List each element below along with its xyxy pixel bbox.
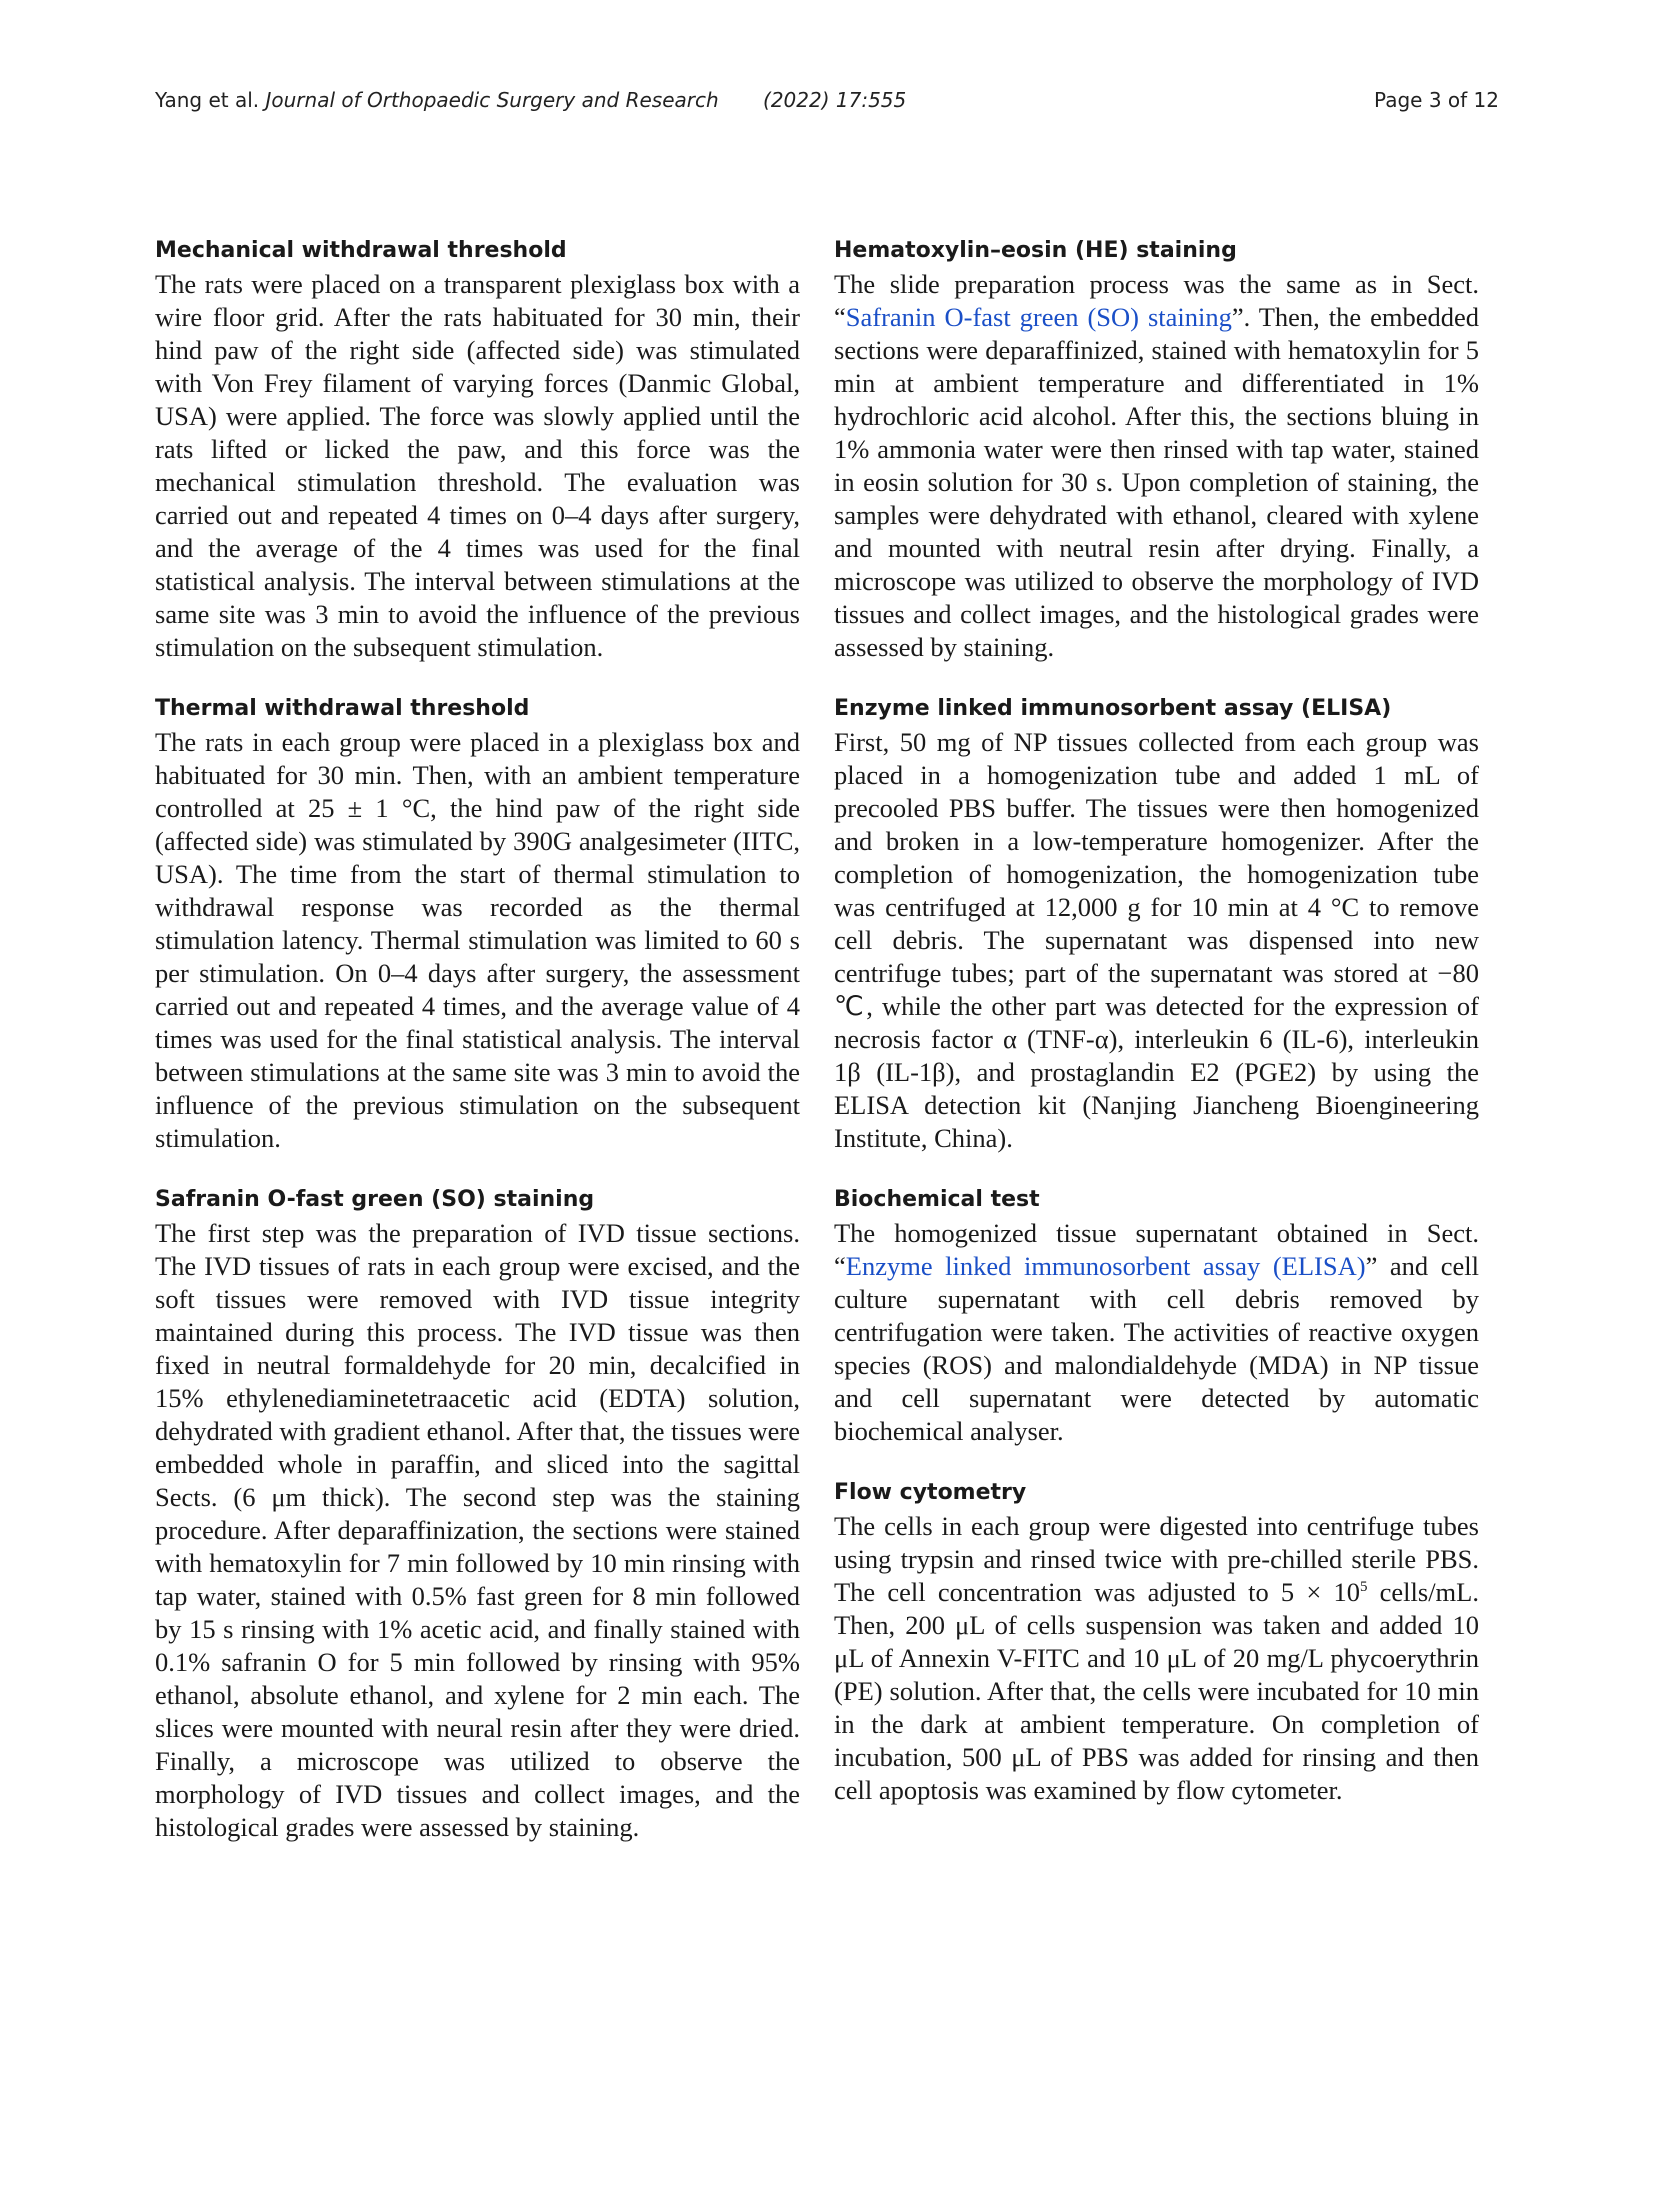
section-body: First, 50 mg of NP tissues collected from each group was placed in a homogenization tube and added 1 mL of precooled PBS buffer. The tissues were then homogenized and broken in a low-temperature homogenizer. After the completion of homogenization, the homogenization tube was centrifuged at 12,000 g for 10 min at 4 °C to remove cell debris. The supernatant was dispensed into new centrifuge tubes; part of the supernatant was stored at −80 ℃, while the other part was detected for the expression of necrosis factor α (TNF-α), interleukin 6 (IL-6), interleukin 1β (IL-1β), and prostaglandin E2 (PGE2) by using the ELISA detection kit (Nanjing Jiancheng Bioengineering Institute, China). [834,727,1479,1153]
authors: Yang et al. [155,88,260,112]
section-body: The rats were placed on a transparent plexiglass box with a wire floor grid. After the rats habituated for 30 min, their hind paw of the right side (affected side) was stimulated with Von Frey filament of varying forces (Danmic Global, USA) were applied. The force was slowly applied until the rats lifted or licked the paw, and this force was the mechanical stimulation threshold. The evaluation was carried out and repeated 4 times on 0–4 days after surgery, and the average of the 4 times was used for the final statistical analysis. The interval between stimulations at the same site was 3 min to avoid the influence of the previous stimulation on the subsequent stimulation. [155,269,800,662]
section-body: The rats in each group were placed in a plexiglass box and habituated for 30 min. Then, with an ambient temperature controlled at 25 ± 1 °C, the hind paw of the right side (affected side) was stimulated by 390G analgesimeter (IITC, USA). The time from the start of thermal stimulation to withdrawal response was recorded as the thermal stimulation latency. Thermal stimulation was limited to 60 s per stimulation. On 0–4 days after surgery, the assessment carried out and repeated 4 times, and the average value of 4 times was used for the final statistical analysis. The interval between stimulations at the same site was 3 min to avoid the influence of the previous stimulation on the subsequent stimulation. [155,727,800,1153]
body-text: The cells in each group were digested into centrifuge tubes using trypsin and rinsed twice with pre-chilled sterile PBS. The cell concentration was adjusted to 5 × 10 [834,1511,1479,1607]
section-link-safranin[interactable]: Safranin O-fast green (SO) staining [845,302,1232,332]
section-biochemical-test [834,1185,1479,1448]
section-mechanical-withdrawal [155,236,800,664]
section-thermal-withdrawal [155,694,800,1155]
section-body [834,1217,1479,1448]
section-body [834,268,1479,664]
body-text: ”. Then, the embedded sections were deparaffinized, stained with hematoxylin for 5 min at ambient temperature and differentiated in 1% hydrochloric acid alcohol. After this, the sections bluing in 1% ammonia water were then rinsed with tap water, stained in eosin solution for 30 s. Upon completion of staining, the samples were dehydrated with ethanol, cleared with xylene and mounted with neutral resin after drying. Finally, a microscope was utilized to observe the morphology of IVD tissues and collect images, and the histological grades were assessed by staining. [834,302,1479,662]
superscript-exponent: 5 [1359,1579,1368,1596]
section-heading: Mechanical withdrawal threshold [155,238,567,263]
section-safranin-staining [155,1185,800,1844]
section-flow-cytometry [834,1478,1479,1807]
section-heading: Hematoxylin–eosin (HE) staining [834,238,1237,263]
body-text: The homogenized tissue supernatant obtained in Sect. “ [834,1218,1479,1281]
section-heading: Flow cytometry [834,1480,1027,1505]
body-text: ” and cell culture supernatant with cell debris removed by centrifugation were taken. The activities of reactive oxygen species (ROS) and malondialdehyde (MDA) in NP tissue and cell supernatant were detected by automatic biochemical analyser. [834,1251,1479,1446]
section-heading: Thermal withdrawal threshold [155,696,530,721]
left-column [155,236,800,1874]
section-he-staining [834,236,1479,664]
section-body [834,1510,1479,1807]
body-text: cells/mL. Then, 200 μL of cells suspension was taken and added 10 μL of Annexin V-FITC and 10 μL of 20 mg/L phycoerythrin (PE) solution. After that, the cells were incubated for 10 min in the dark at ambient temperature. On completion of incubation, 500 μL of PBS was added for rinsing and then cell apoptosis was examined by flow cytometer. [834,1577,1479,1805]
right-column [834,236,1479,1837]
running-header [155,88,1499,118]
section-link-elisa[interactable]: Enzyme linked immunosorbent assay (ELISA) [845,1251,1366,1281]
page-number: Page 3 of 12 [1374,88,1499,112]
citation-line [155,88,906,112]
section-heading: Biochemical test [834,1187,1040,1212]
citation-volume: (2022) 17:555 [763,88,907,112]
section-body: The first step was the preparation of IVD tissue sections. The IVD tissues of rats in each group were excised, and the soft tissues were removed with IVD tissue integrity maintained during this process. The IVD tissue was then fixed in neutral formaldehyde for 20 min, decalcified in 15% ethylenediaminetetraacetic acid (EDTA) solution, dehydrated with gradient ethanol. After that, the tissues were embedded whole in paraffin, and sliced into the sagittal Sects. (6 μm thick). The second step was the staining procedure. After deparaffinization, the sections were stained with hematoxylin for 7 min followed by 10 min rinsing with tap water, stained with 0.5% fast green for 8 min followed by 15 s rinsing with 1% acetic acid, and finally stained with 0.1% safranin O for 5 min followed by rinsing with 95% ethanol, absolute ethanol, and xylene for 2 min each. The slices were mounted with neural resin after they were dried. Finally, a microscope was utilized to observe the morphology of IVD tissues and collect images, and the histological grades were assessed by staining. [155,1218,800,1842]
body-text: The slide preparation process was the same as in Sect. “ [834,269,1479,332]
journal-name: Journal of Orthopaedic Surgery and Research [265,88,719,112]
section-heading: Enzyme linked immunosorbent assay (ELISA) [834,696,1392,721]
section-elisa [834,694,1479,1155]
section-heading: Safranin O-fast green (SO) staining [155,1187,595,1212]
